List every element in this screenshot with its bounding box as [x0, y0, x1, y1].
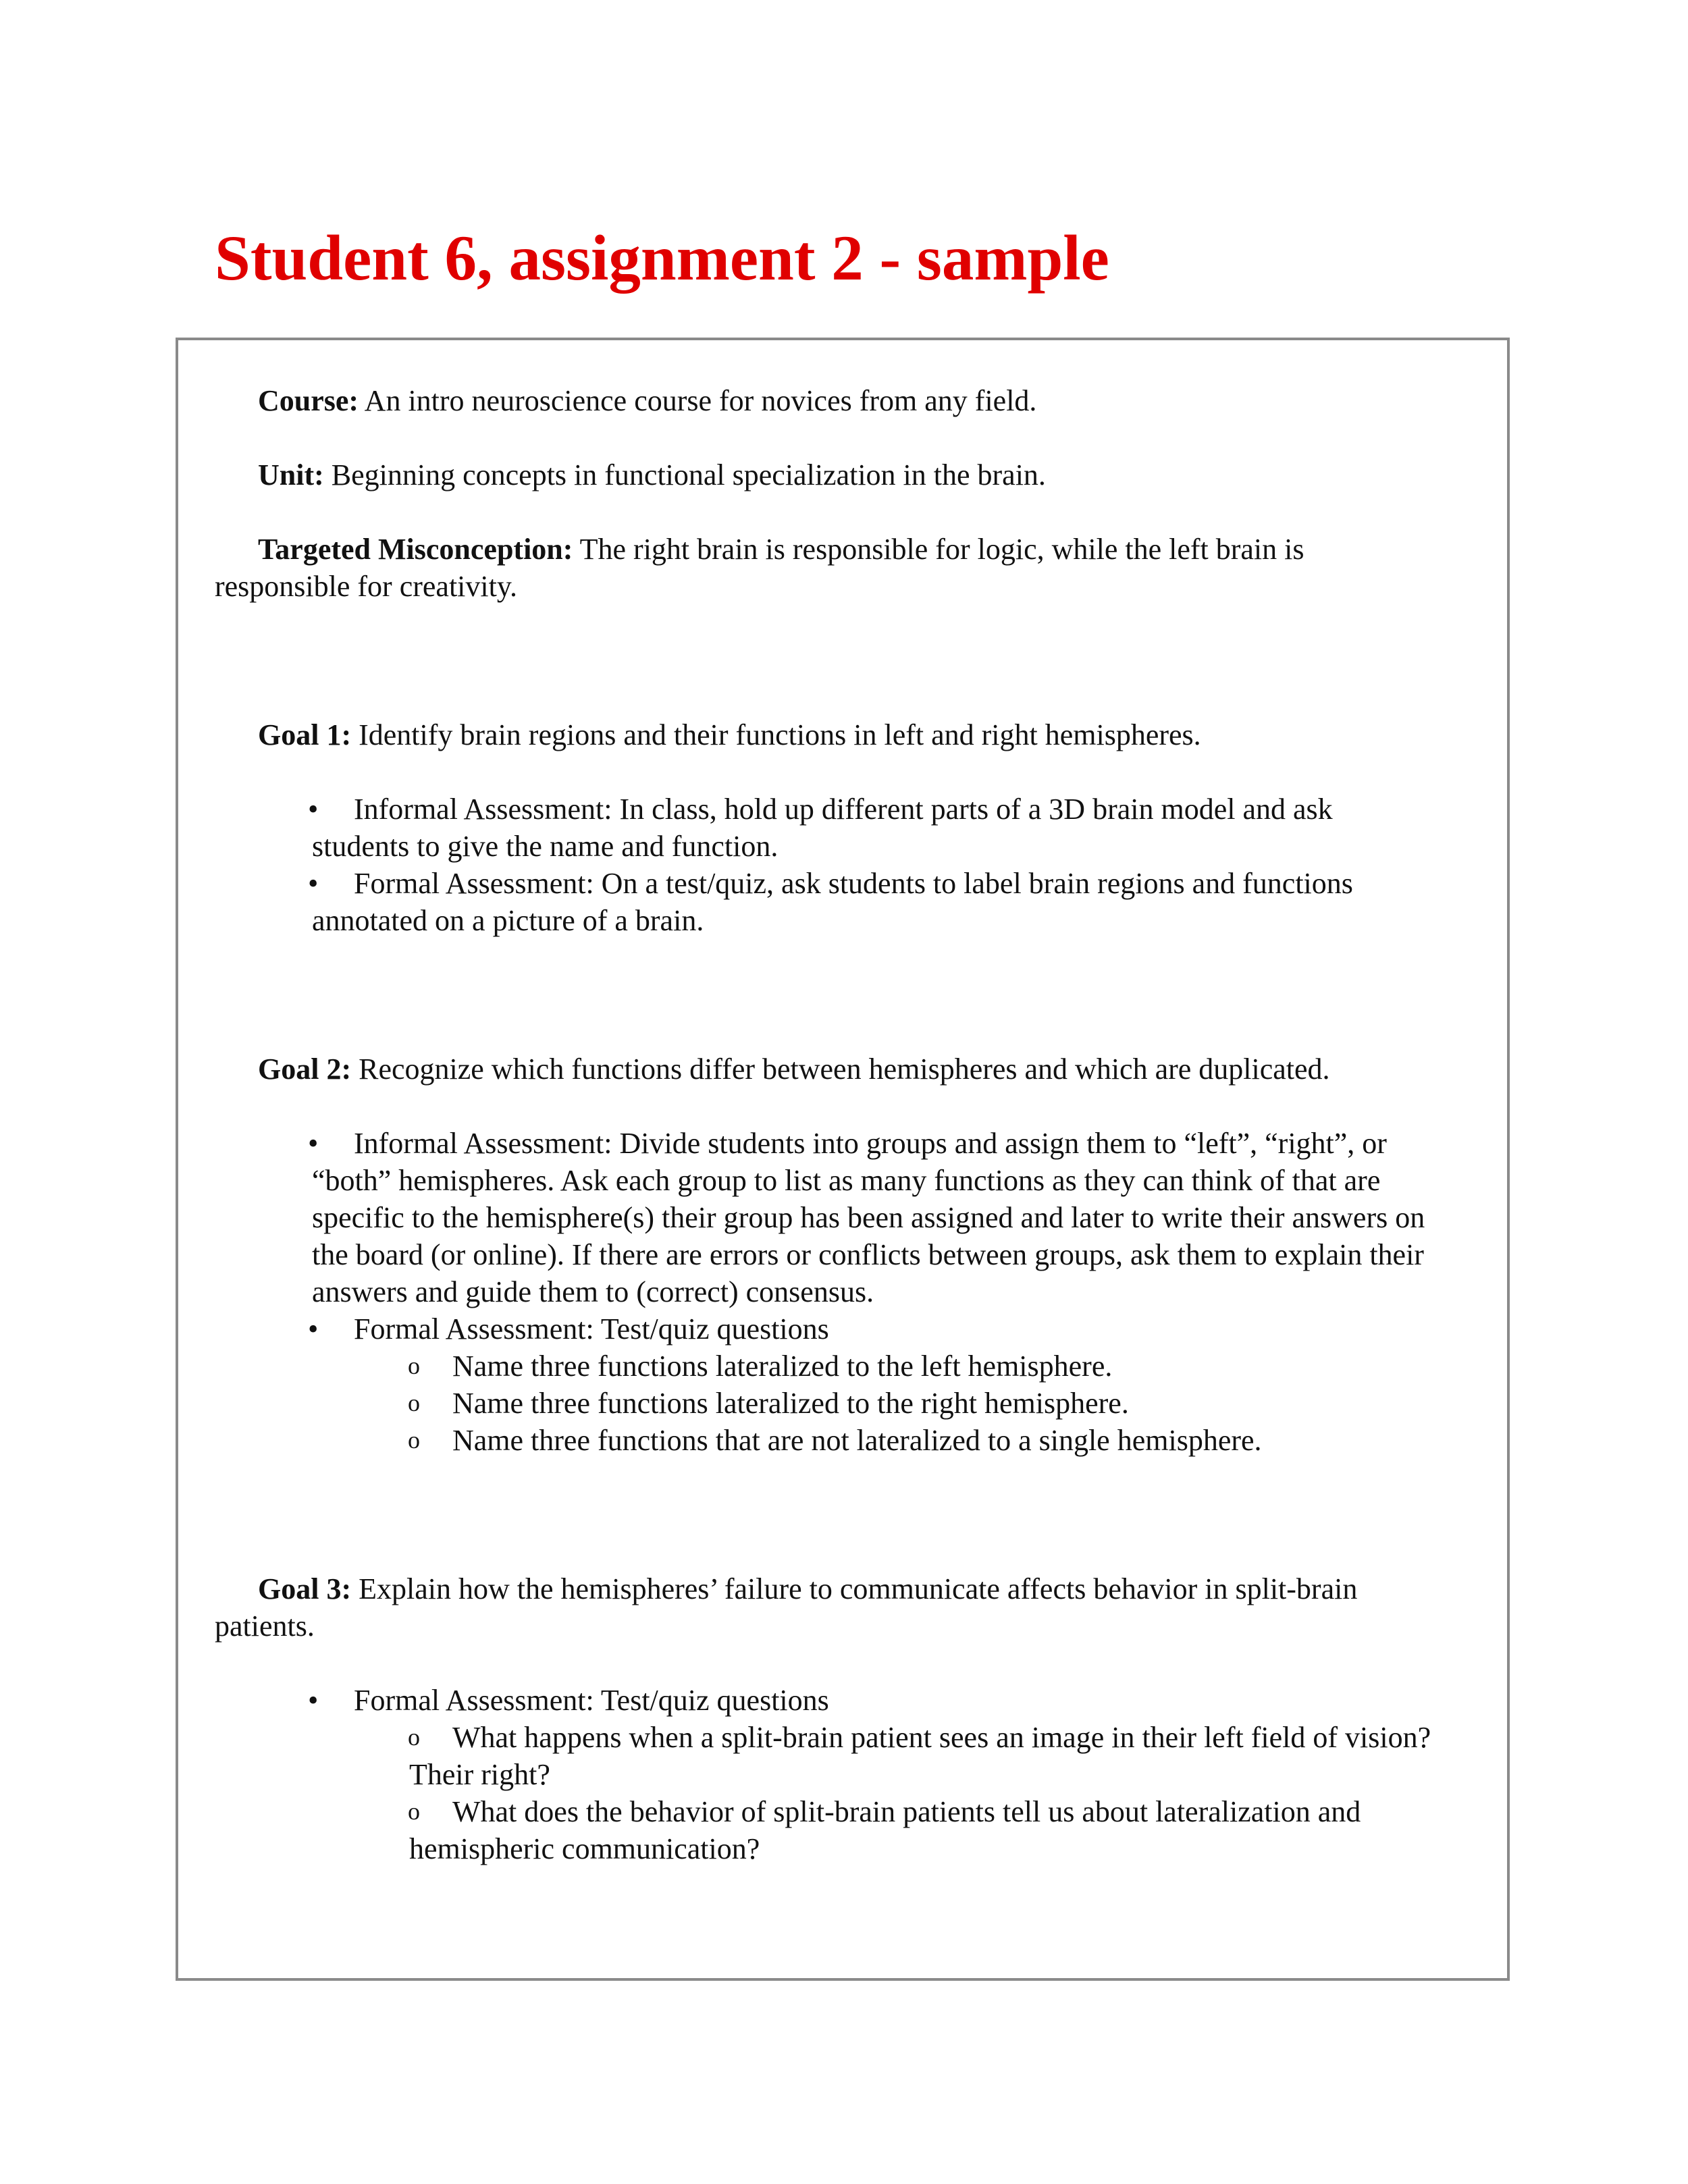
- misconception-text: The right brain is responsible for logic, while the left brain is responsible for creativity.: [215, 533, 1304, 603]
- goal-3-label: Goal 3:: [258, 1572, 352, 1605]
- bullet-text: Formal Assessment: On a test/quiz, ask students to label brain regions and functions annotated on a picture of a brain.: [312, 867, 1353, 937]
- sub-item-text: Name three functions lateralized to the left hemisphere.: [452, 1350, 1113, 1383]
- goal-3-heading: [215, 1570, 1410, 1645]
- list-item: [308, 1682, 1460, 1719]
- list-item: [308, 865, 1365, 939]
- page-title: Student 6, assignment 2 - sample: [215, 222, 1109, 294]
- bullet-text: Informal Assessment: In class, hold up different parts of a 3D brain model and ask students to give the name and function.: [312, 793, 1333, 863]
- unit-label: Unit:: [258, 458, 324, 491]
- goal-2-heading: [215, 1050, 1444, 1088]
- sub-list-item: [409, 1385, 1449, 1422]
- list-item: [308, 1125, 1453, 1310]
- sub-item-text: What happens when a split-brain patient sees an image in their left field of vision? Their right?: [409, 1721, 1431, 1791]
- list-item: [308, 1310, 1460, 1348]
- course-text: An intro neuroscience course for novices from any field.: [359, 384, 1037, 417]
- sub-list-item: [409, 1422, 1449, 1459]
- goal-1-heading: [215, 716, 1423, 753]
- list-item: [308, 791, 1433, 865]
- sub-item-text: Name three functions that are not lateralized to a single hemisphere.: [452, 1424, 1262, 1457]
- bullet-text: Formal Assessment: Test/quiz questions: [354, 1684, 829, 1717]
- bullet-text: Formal Assessment: Test/quiz questions: [354, 1312, 829, 1346]
- circle-bullet-icon: o: [408, 1352, 420, 1379]
- course-line: [215, 382, 1423, 419]
- circle-bullet-icon: o: [408, 1798, 420, 1825]
- sub-item-text: What does the behavior of split-brain patients tell us about lateralization and hemispheric communication?: [409, 1795, 1361, 1865]
- goal-1-label: Goal 1:: [258, 718, 352, 751]
- circle-bullet-icon: o: [408, 1724, 420, 1751]
- goal-2-label: Goal 2:: [258, 1053, 352, 1086]
- bullet-icon: •: [308, 1312, 319, 1346]
- sub-list-item: [409, 1793, 1422, 1867]
- bullet-icon: •: [308, 867, 319, 900]
- misconception-label: Targeted Misconception:: [258, 533, 573, 566]
- unit-text: Beginning concepts in functional specialization in the brain.: [323, 458, 1046, 491]
- bullet-icon: •: [308, 1684, 319, 1717]
- goal-1-text: Identify brain regions and their functions in left and right hemispheres.: [351, 718, 1201, 751]
- sub-list-item: [409, 1348, 1449, 1385]
- circle-bullet-icon: o: [408, 1427, 420, 1454]
- course-label: Course:: [258, 384, 359, 417]
- bullet-text: Informal Assessment: Divide students into groups and assign them to “left”, “right”, or “both” hemispheres. Ask each group to list as many functions as they can think of that are specific to the hemisphere(s) their group has been assigned and later to write their answers on the board (or online). If there are errors or conflicts between groups, ask them to explain their answers and guide them to (correct) consensus.: [312, 1127, 1425, 1308]
- goal-2-text: Recognize which functions differ between hemispheres and which are duplicated.: [351, 1053, 1330, 1086]
- goal-3-text: Explain how the hemispheres’ failure to communicate affects behavior in split-brain patients.: [215, 1572, 1358, 1643]
- sub-list-item: [409, 1719, 1449, 1793]
- misconception-line: [215, 531, 1430, 605]
- bullet-icon: •: [308, 793, 319, 826]
- sub-item-text: Name three functions lateralized to the right hemisphere.: [452, 1387, 1129, 1420]
- bullet-icon: •: [308, 1127, 319, 1160]
- unit-line: [215, 456, 1423, 494]
- circle-bullet-icon: o: [408, 1389, 420, 1416]
